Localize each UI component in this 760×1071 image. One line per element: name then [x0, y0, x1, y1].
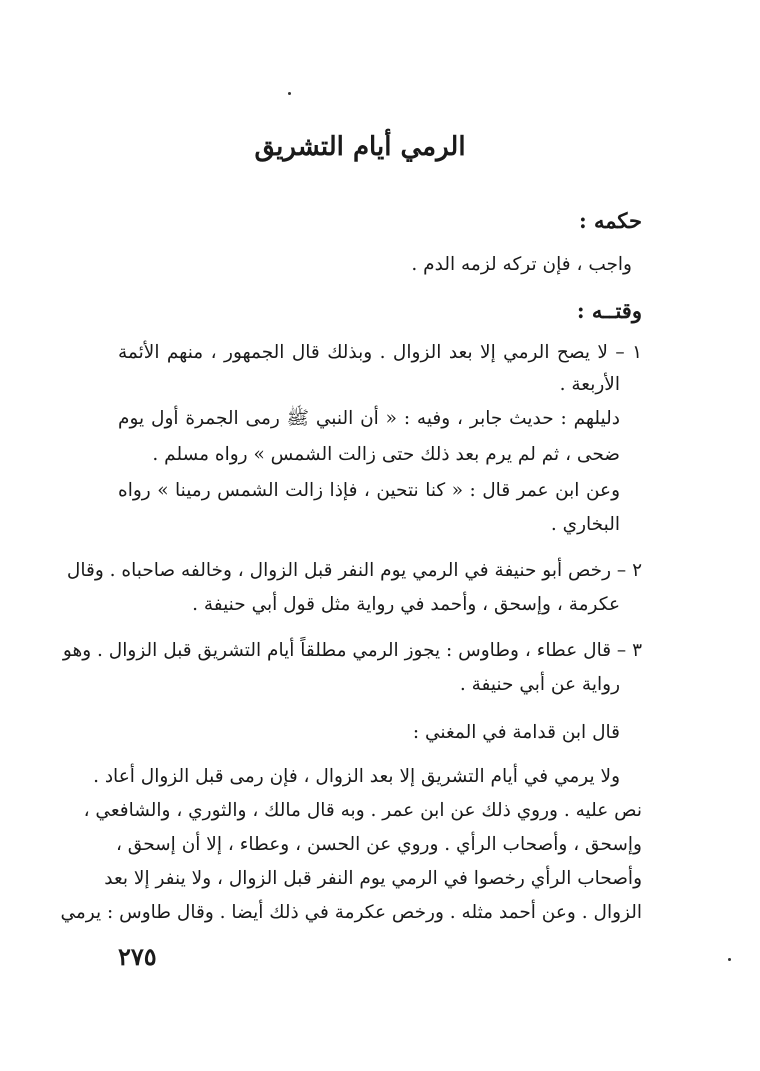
item-1-line: ضحى ، ثم لم يرم بعد ذلك حتى زالت الشمس » رواه مسلم . — [152, 444, 620, 465]
item-3-line: ٣ – قال عطاء ، وطاوس : يجوز الرمي مطلقاً أيام التشريق قبل الزوال . وهو — [62, 640, 642, 661]
quote-line: وأصحاب الرأي رخصوا في الرمي يوم النفر قبل الزوال ، ولا ينفر إلا بعد — [104, 868, 642, 889]
item-2-line: عكرمة ، وإسحق ، وأحمد في رواية مثل قول أبي حنيفة . — [192, 594, 620, 615]
section-label-hukm: حكمه : — [578, 208, 642, 233]
hukm-text: واجب ، فإن تركه لزمه الدم . — [411, 254, 632, 275]
quote-line: ولا يرمي في أيام التشريق إلا بعد الزوال ، فإن رمى قبل الزوال أعاد . — [93, 766, 620, 787]
item-1-line: ١ – لا يصح الرمي إلا بعد الزوال . وبذلك قال الجمهور ، منهم الأئمة — [118, 342, 642, 363]
section-label-waqt: وقتــه : — [576, 298, 642, 323]
quote-line: الزوال . وعن أحمد مثله . ورخص عكرمة في ذلك أيضا . وقال طاوس : يرمي — [60, 902, 642, 923]
speck-mark — [288, 92, 291, 95]
chapter-title: الرمي أيام التشريق — [254, 132, 466, 162]
quote-line: نص عليه . وروي ذلك عن ابن عمر . وبه قال مالك ، والثوري ، والشافعي ، — [83, 800, 642, 821]
page-number: ٢٧٥ — [118, 942, 157, 971]
item-1-line: البخاري . — [550, 514, 620, 535]
quote-line: وإسحق ، وأصحاب الرأي . وروي عن الحسن ، وعطاء ، إلا أن إسحق ، — [115, 834, 642, 855]
item-2-line: ٢ – رخص أبو حنيفة في الرمي يوم النفر قبل الزوال ، وخالفه صاحباه . وقال — [66, 560, 642, 581]
speck-mark — [728, 958, 731, 961]
item-3-line: رواية عن أبي حنيفة . — [459, 674, 620, 695]
item-1-line: الأربعة . — [559, 374, 620, 395]
item-1-line: دليلهم : حديث جابر ، وفيه : « أن النبي ﷺ رمى الجمرة أول يوم — [118, 408, 620, 429]
item-1-line: وعن ابن عمر قال : « كنا نتحين ، فإذا زالت الشمس رمينا » رواه — [118, 480, 620, 501]
quote-intro: قال ابن قدامة في المغني : — [412, 722, 620, 743]
